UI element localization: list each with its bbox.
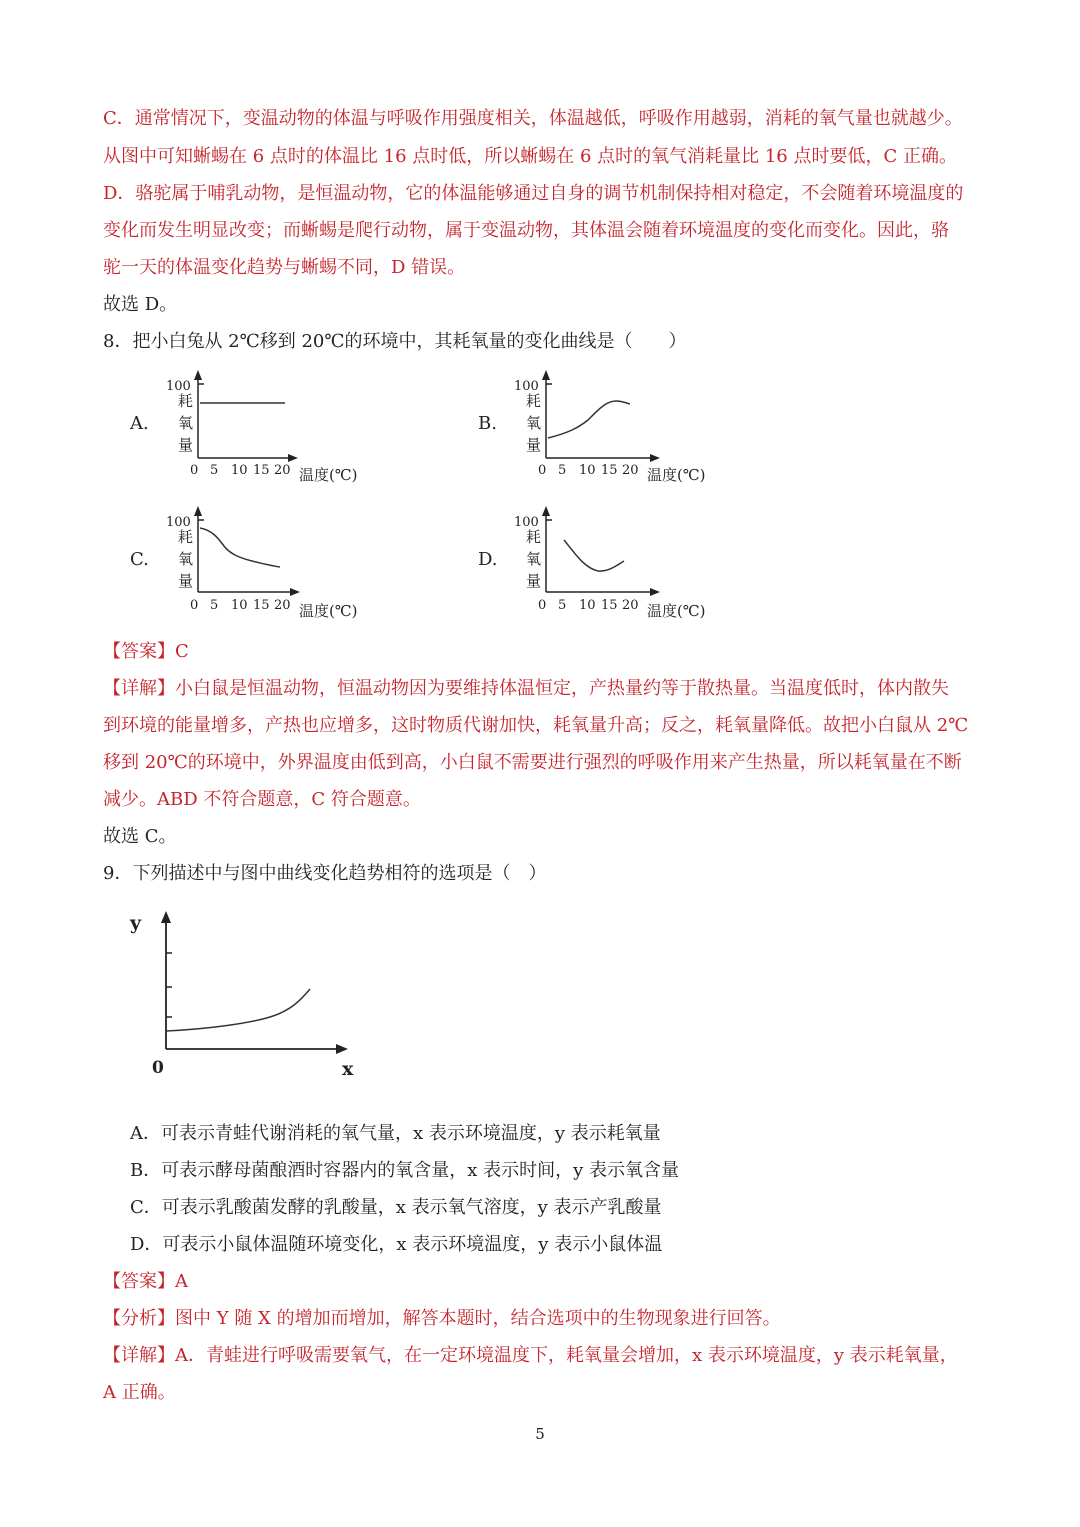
analysis-label: 【分析】: [103, 1308, 175, 1329]
curve-increasing: [166, 989, 310, 1031]
svg-text:20: 20: [274, 598, 291, 613]
explain-d-line-3: 驼一天的体温变化趋势与蜥蜴不同，D 错误。: [103, 257, 466, 278]
q8-detail-line-4: 减少。ABD 不符合题意，C 符合题意。: [103, 789, 421, 810]
svg-text:5: 5: [558, 463, 567, 478]
svg-text:5: 5: [210, 463, 219, 478]
detail-label: 【详解】: [103, 1345, 175, 1366]
svg-text:10: 10: [579, 598, 596, 613]
svg-text:10: 10: [231, 463, 248, 478]
svg-text:量: 量: [178, 436, 194, 454]
answer-label: 【答案】: [103, 641, 175, 662]
q9-option-b: B．可表示酵母菌酿酒时容器内的氧含量，x 表示时间，y 表示氧含量: [130, 1160, 679, 1181]
choose-d: 故选 D。: [103, 294, 178, 315]
curve-u-shape: [564, 540, 624, 571]
q8-graph-d: [508, 504, 728, 624]
svg-text:耗: 耗: [526, 528, 542, 546]
q8-option-b-label: B.: [478, 413, 497, 434]
svg-text:15: 15: [253, 463, 270, 478]
q8-option-d-label: D.: [478, 549, 498, 570]
svg-text:100: 100: [166, 515, 191, 530]
q9-option-d: D．可表示小鼠体温随环境变化，x 表示环境温度，y 表示小鼠体温: [130, 1234, 663, 1255]
explain-d-line-1: D．骆驼属于哺乳动物，是恒温动物，它的体温能够通过自身的调节机制保持相对稳定，不会随着环境温度的: [103, 183, 964, 204]
svg-text:15: 15: [253, 598, 270, 613]
svg-text:20: 20: [274, 463, 291, 478]
svg-text:15: 15: [601, 463, 618, 478]
svg-text:0: 0: [190, 598, 199, 613]
q8-stem: 8．把小白兔从 2℃移到 20℃的环境中，其耗氧量的变化曲线是（ ）: [103, 331, 687, 352]
svg-text:耗: 耗: [178, 392, 194, 410]
q8-detail-line-1: 【详解】小白鼠是恒温动物，恒温动物因为要维持体温恒定，产热量约等于散热量。当温度低时，体内散失: [103, 678, 949, 699]
svg-text:10: 10: [579, 463, 596, 478]
origin-label: 0: [152, 1058, 164, 1078]
answer-label: 【答案】: [103, 1271, 175, 1292]
svg-text:20: 20: [622, 463, 639, 478]
svg-text:0: 0: [538, 463, 547, 478]
svg-text:氧: 氧: [526, 550, 542, 568]
explain-c-line-2: 从图中可知蜥蜴在 6 点时的体温比 16 点时低，所以蜥蜴在 6 点时的氧气消耗量比 16 点时要低，C 正确。: [103, 146, 957, 167]
q8-graph-c: [160, 504, 380, 624]
q9-option-a: A．可表示青蛙代谢消耗的氧气量，x 表示环境温度，y 表示耗氧量: [130, 1123, 661, 1144]
q9-detail-line-2: A 正确。: [103, 1382, 176, 1403]
curve-falling: [200, 528, 280, 567]
q8-graph-b: [508, 368, 728, 488]
q9-answer: [103, 1267, 188, 1293]
detail-label: 【详解】: [103, 678, 175, 699]
explain-d-line-2: 变化而发生明显改变；而蜥蜴是爬行动物，属于变温动物，其体温会随着环境温度的变化而变化。因此，骆: [103, 220, 949, 241]
svg-text:温度(℃): 温度(℃): [299, 466, 358, 484]
svg-text:量: 量: [178, 572, 194, 590]
curve-rising: [548, 401, 630, 438]
q8-option-c-label: C.: [130, 549, 149, 570]
y-axis-label: y: [130, 912, 142, 934]
q8-graph-a: [160, 368, 380, 488]
svg-text:耗: 耗: [178, 528, 194, 546]
svg-text:15: 15: [601, 598, 618, 613]
q8-detail-line-2: 到环境的能量增多，产热也应增多，这时物质代谢加快，耗氧量升高；反之，耗氧量降低。故把小白鼠从 2℃: [103, 715, 969, 736]
answer-value: A: [175, 1271, 188, 1292]
q9-detail-line-1: 【详解】A．青蛙进行呼吸需要氧气，在一定环境温度下，耗氧量会增加，x 表示环境温度，y 表示耗氧量，: [103, 1345, 958, 1366]
svg-text:20: 20: [622, 598, 639, 613]
svg-text:温度(℃): 温度(℃): [647, 466, 706, 484]
svg-text:5: 5: [210, 598, 219, 613]
svg-text:0: 0: [538, 598, 547, 613]
page-number: 5: [535, 1425, 545, 1443]
x-axis-label: x: [342, 1058, 354, 1080]
q9-stem: 9．下列描述中与图中曲线变化趋势相符的选项是（ ）: [103, 863, 547, 884]
svg-text:量: 量: [526, 572, 542, 590]
svg-text:100: 100: [514, 379, 539, 394]
q9-analysis: 【分析】图中 Y 随 X 的增加而增加，解答本题时，结合选项中的生物现象进行回答。: [103, 1308, 781, 1329]
svg-text:氧: 氧: [178, 414, 194, 432]
svg-text:温度(℃): 温度(℃): [299, 602, 358, 620]
q8-option-a-label: A.: [130, 413, 149, 434]
svg-text:0: 0: [190, 463, 199, 478]
svg-text:10: 10: [231, 598, 248, 613]
explain-c-line-1: C．通常情况下，变温动物的体温与呼吸作用强度相关，体温越低，呼吸作用越弱，消耗的氧气量也就越少。: [103, 108, 963, 129]
svg-text:温度(℃): 温度(℃): [647, 602, 706, 620]
q8-answer: [103, 637, 189, 663]
svg-text:耗: 耗: [526, 392, 542, 410]
svg-text:氧: 氧: [178, 550, 194, 568]
q9-option-c: C．可表示乳酸菌发酵的乳酸量，x 表示氧气溶度，y 表示产乳酸量: [130, 1197, 662, 1218]
y-top-label: 100: [166, 379, 191, 394]
svg-text:氧: 氧: [526, 414, 542, 432]
svg-text:5: 5: [558, 598, 567, 613]
q9-graph: [120, 905, 380, 1085]
choose-c: 故选 C。: [103, 826, 177, 847]
svg-text:量: 量: [526, 436, 542, 454]
answer-value: C: [175, 641, 189, 662]
q8-detail-line-3: 移到 20℃的环境中，外界温度由低到高，小白鼠不需要进行强烈的呼吸作用来产生热量，所以耗氧量在不断: [103, 752, 962, 773]
svg-text:100: 100: [514, 515, 539, 530]
